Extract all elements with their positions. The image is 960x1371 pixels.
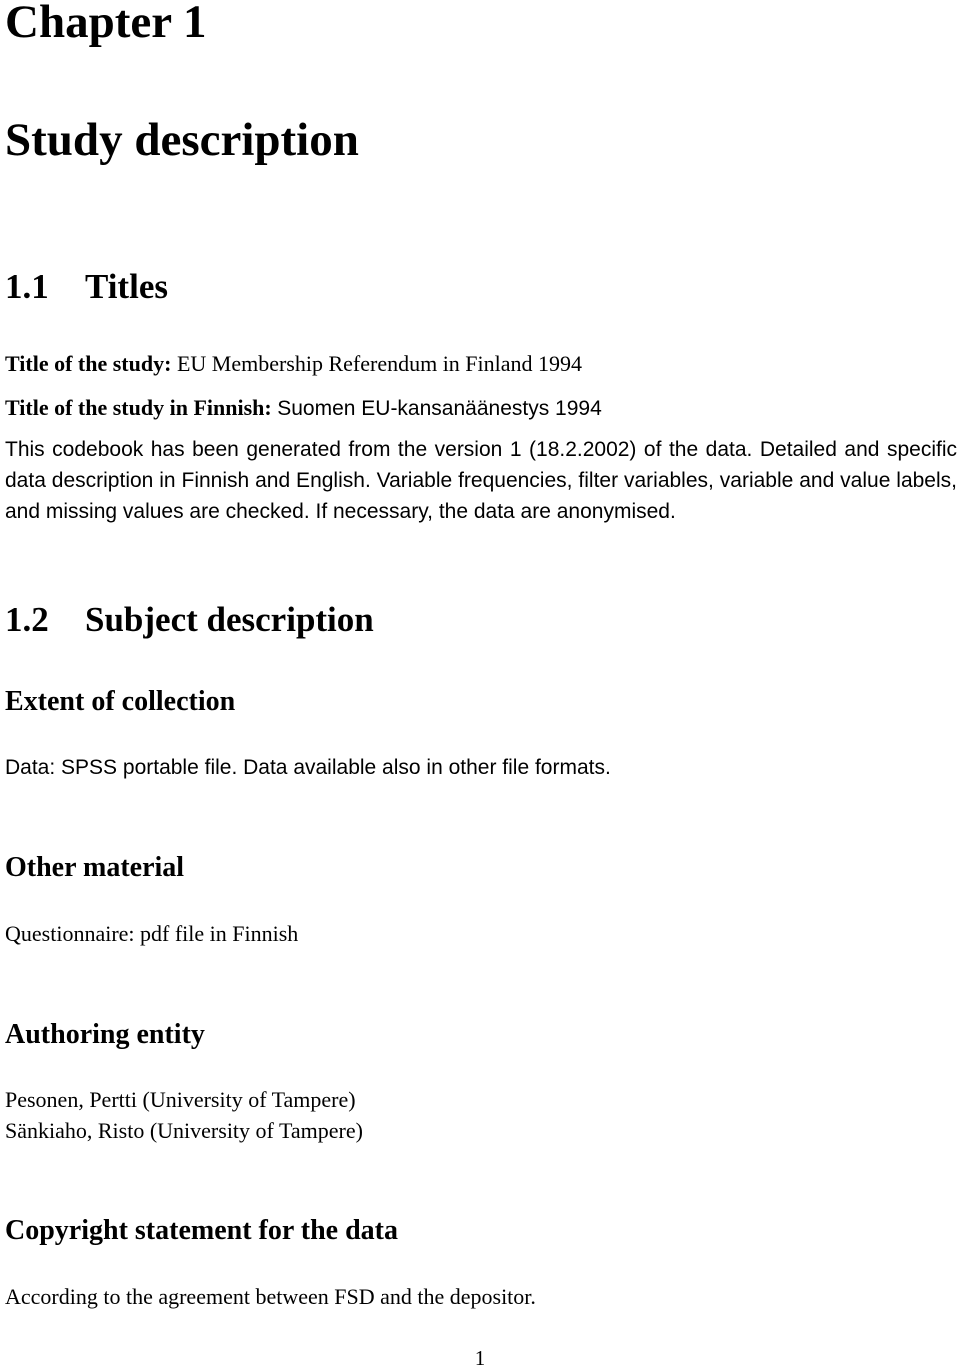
finnish-title-label: Title of the study in Finnish: — [5, 395, 272, 420]
extent-heading: Extent of collection — [5, 686, 236, 717]
finnish-title-value: Suomen EU-kansanäänestys 1994 — [277, 397, 602, 420]
section-heading-subject — [5, 601, 374, 639]
author-entry: Pesonen, Pertti (University of Tampere) — [5, 1087, 356, 1112]
study-title-label: Title of the study: — [5, 351, 172, 376]
study-title-line — [5, 348, 582, 379]
study-title-value: EU Membership Referendum in Finland 1994 — [176, 351, 583, 376]
page-number: 1 — [474, 1346, 486, 1370]
other-material-text: Questionnaire: pdf file in Finnish — [5, 921, 299, 946]
author-entry: Sänkiaho, Risto (University of Tampere) — [5, 1118, 363, 1143]
section-heading-titles — [5, 268, 168, 306]
chapter-title: Study description — [5, 114, 359, 166]
authoring-entity-heading: Authoring entity — [5, 1019, 205, 1050]
extent-text: Data: SPSS portable file. Data available also in other file formats. — [5, 756, 611, 779]
codebook-description: This codebook has been generated from the version 1 (18.2.2002) of the data. Detailed and specific data description in Finnish and English. Variable frequencies, filter variables, variable and value labels, and missing values are checked. If necessary, the data are anonymised. — [5, 438, 957, 523]
section-number: 1.2 — [5, 600, 49, 639]
section-title: Subject description — [85, 600, 374, 639]
copyright-text: According to the agreement between FSD and the depositor. — [5, 1284, 536, 1309]
finnish-title-line — [5, 392, 602, 424]
other-material-heading: Other material — [5, 852, 185, 883]
copyright-heading: Copyright statement for the data — [5, 1215, 398, 1246]
chapter-label: Chapter 1 — [5, 0, 207, 48]
section-title: Titles — [85, 267, 168, 306]
section-number: 1.1 — [5, 267, 49, 306]
